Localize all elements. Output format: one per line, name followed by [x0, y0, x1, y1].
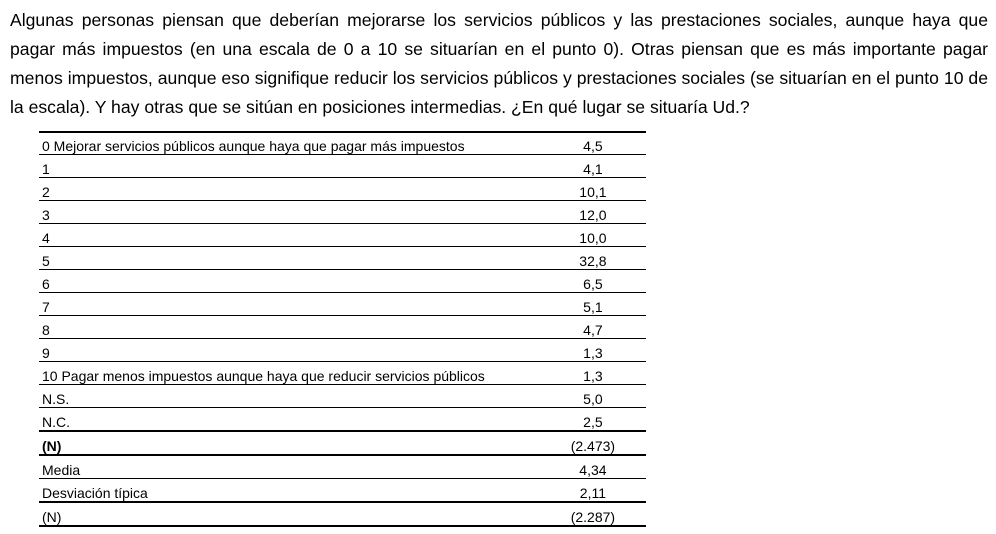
row-label: 4 — [39, 224, 485, 247]
row-value: 2,11 — [485, 479, 646, 503]
row-label: 3 — [39, 201, 485, 224]
row-value: 1,3 — [485, 362, 646, 385]
row-label: 5 — [39, 247, 485, 270]
row-label: 9 — [39, 339, 485, 362]
row-value: 5,1 — [485, 293, 646, 316]
results-table — [39, 131, 646, 527]
table-row — [39, 201, 646, 224]
table-row-total — [39, 502, 646, 526]
table-row — [39, 155, 646, 178]
row-label: 0 Mejorar servicios públicos aunque haya que pagar más impuestos — [39, 132, 485, 155]
row-value: 4,1 — [485, 155, 646, 178]
question-text — [10, 6, 988, 122]
row-value: 10,1 — [485, 178, 646, 201]
row-label: Desviación típica — [39, 479, 485, 503]
table-row — [39, 224, 646, 247]
table-row — [39, 408, 646, 432]
table-row — [39, 178, 646, 201]
table-row — [39, 339, 646, 362]
row-value: 4,34 — [485, 455, 646, 479]
row-label: 1 — [39, 155, 485, 178]
table-row — [39, 293, 646, 316]
row-value: (2.287) — [485, 502, 646, 526]
table-row — [39, 247, 646, 270]
row-label: 7 — [39, 293, 485, 316]
row-value: (2.473) — [485, 431, 646, 455]
row-value: 10,0 — [485, 224, 646, 247]
row-value: 2,5 — [485, 408, 646, 432]
row-label: N.S. — [39, 385, 485, 408]
table-row — [39, 270, 646, 293]
row-label: (N) — [39, 502, 485, 526]
row-label: (N) — [39, 431, 485, 455]
row-label: 8 — [39, 316, 485, 339]
table-row — [39, 316, 646, 339]
row-value: 4,7 — [485, 316, 646, 339]
row-value: 6,5 — [485, 270, 646, 293]
row-value: 4,5 — [485, 132, 646, 155]
row-label: 6 — [39, 270, 485, 293]
table-row — [39, 385, 646, 408]
question-text-body: Algunas personas piensan que deberían mejorarse los servicios públicos y las prestaciones sociales, aunque haya que pagar más impuestos (en una escala de 0 a 10 se situarían en el punto 0). Otras piensan que es más importante pagar menos impuestos, aunque eso signifique reducir los servicios públicos y prestaciones sociales (se situarían en el punto 10 de la escala). Y hay otras que se sitúan en posiciones intermedias. ¿En qué lugar se situaría Ud.? — [10, 10, 988, 117]
table-row — [39, 362, 646, 385]
row-value: 5,0 — [485, 385, 646, 408]
row-label: N.C. — [39, 408, 485, 432]
row-value: 1,3 — [485, 339, 646, 362]
table-row — [39, 479, 646, 503]
table-row-total — [39, 431, 646, 455]
table-row — [39, 132, 646, 155]
row-label: 10 Pagar menos impuestos aunque haya que reducir servicios públicos — [39, 362, 485, 385]
row-label: 2 — [39, 178, 485, 201]
row-value: 12,0 — [485, 201, 646, 224]
row-value: 32,8 — [485, 247, 646, 270]
row-label: Media — [39, 455, 485, 479]
table-row — [39, 455, 646, 479]
